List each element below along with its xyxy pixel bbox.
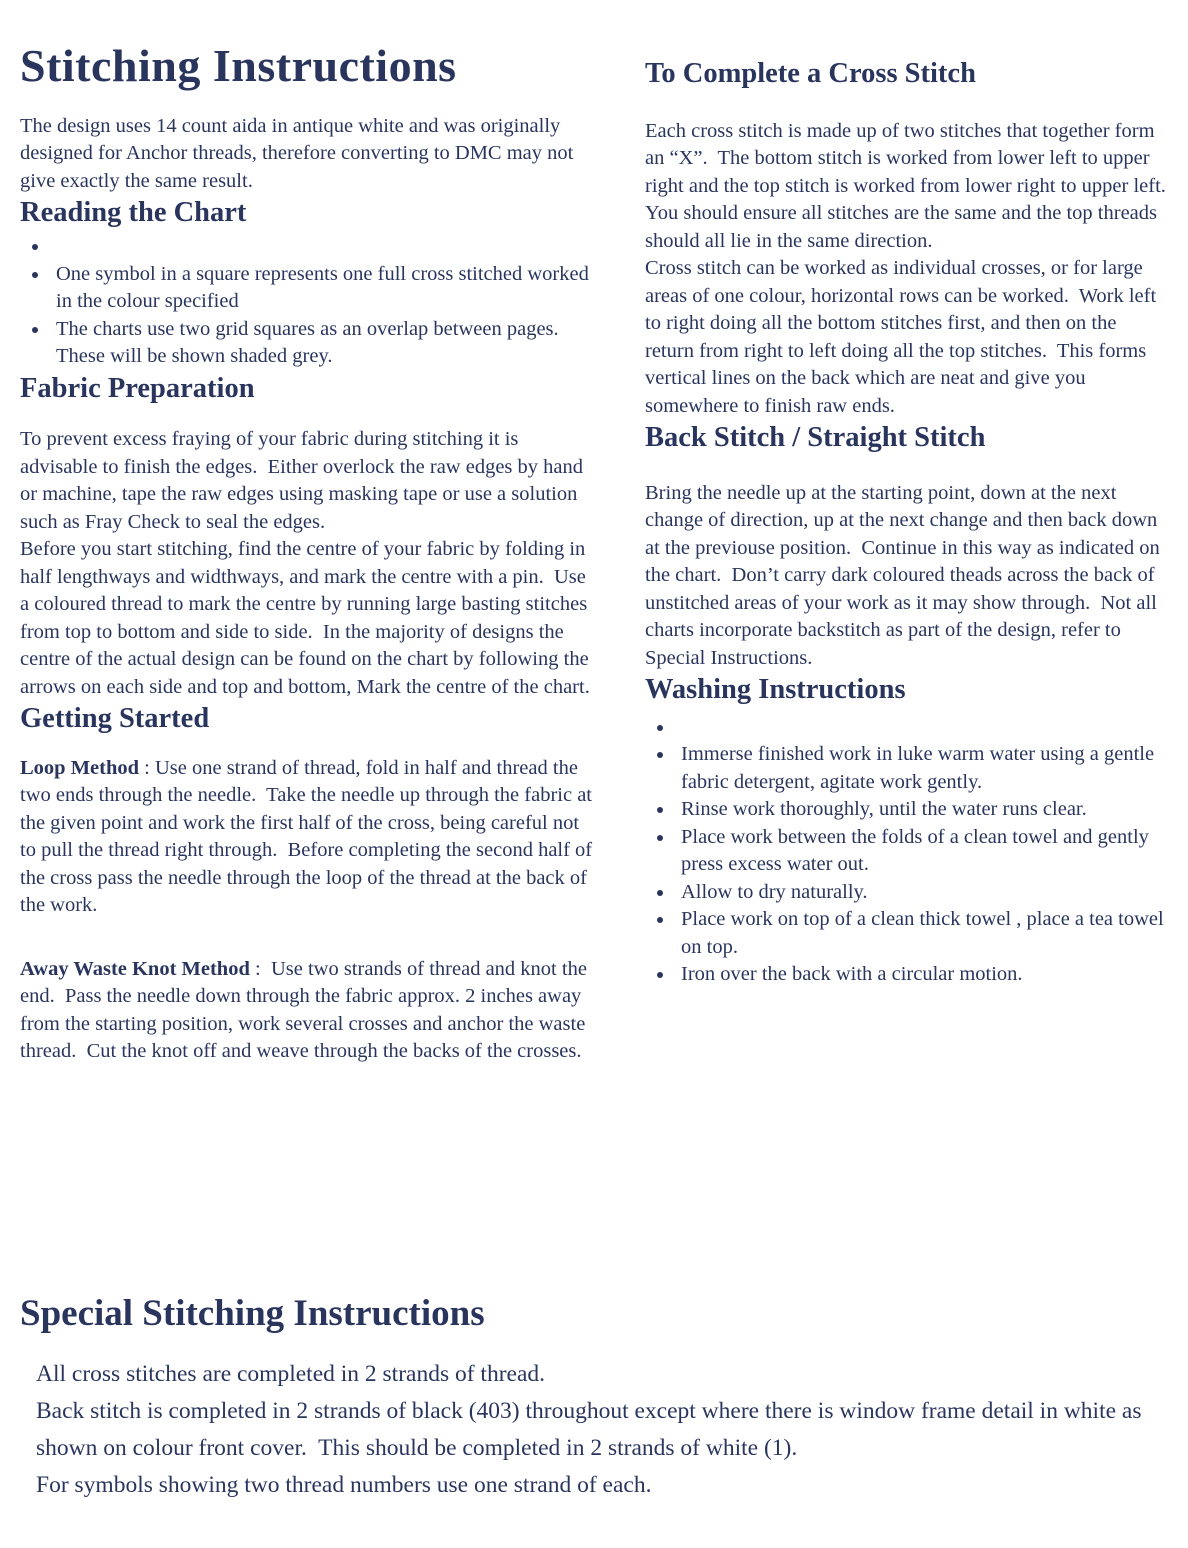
away-waste-knot-paragraph [20, 956, 598, 1066]
section-heading-reading-the-chart: Reading the Chart [20, 197, 247, 229]
paragraph: Before you start stitching, find the centre of your fabric by folding in half lengthways and widthways, and mark the centre with a pin. Use a coloured thread to mark the centre by running large basting stitches from top to bottom and side to side. In the majority of designs the centre of the actual design can be found on the chart by following the arrows on each side and top and bottom, Mark the centre of the chart. [20, 538, 594, 698]
loop-method-paragraph [20, 755, 598, 920]
section-heading-getting-started: Getting Started [20, 703, 210, 735]
list-item [675, 714, 1169, 742]
list-item: • Allow to dry naturally. [675, 879, 1169, 907]
washing-instructions-list [645, 714, 1169, 989]
reading-chart-list [20, 233, 598, 371]
list-item: • Rinse work thoroughly, until the water runs clear. [675, 796, 1169, 824]
right-column [645, 56, 1176, 989]
away-waste-knot-text: : Use two strands of thread and knot the end. Pass the needle down through the fabric approx. 2 inches away from the starting position, work several crosses and anchor the waste thread. Cut the knot off and weave through the backs of the crosses. [20, 957, 593, 1063]
intro-paragraph: The design uses 14 count aida in antique white and was originally designed for Anchor threads, therefore converting to DMC may not give exactly the same result. [20, 114, 579, 192]
loop-method-text: : Use one strand of thread, fold in half and thread the two ends through the needle. Take the needle up through the fabric at the given point and work the first half of the cross, being careful not to pull the thread right through. Before completing the second half of the cross pass the needle through the loop of the thread at the back of the work. [20, 756, 598, 917]
special-line: All cross stitches are completed in 2 strands of thread. [36, 1361, 546, 1388]
cross-stitch-text [645, 118, 1176, 421]
list-item: • Place work between the folds of a clean towel and gently press excess water out. [675, 824, 1169, 879]
page-title: Stitching Instructions [20, 40, 457, 91]
list-item: • One symbol in a square represents one full cross stitched worked in the colour specified [50, 261, 598, 316]
list-item: • Immerse finished work in luke warm water using a gentle fabric detergent, agitate work gently. [675, 741, 1169, 796]
away-waste-knot-label: Away Waste Knot Method [20, 957, 250, 980]
list-item: • Place work on top of a clean thick towel , place a tea towel on top. [675, 906, 1169, 961]
section-heading-fabric-preparation: Fabric Preparation [20, 372, 255, 404]
special-instructions-section [20, 1292, 1176, 1504]
list-item: • Iron over the back with a circular motion. [675, 961, 1169, 989]
section-heading-complete-cross-stitch: To Complete a Cross Stitch [645, 58, 976, 89]
section-heading-washing-instructions: Washing Instructions [645, 674, 906, 706]
fabric-preparation-text [20, 426, 598, 701]
list-item: • The charts use two grid squares as an overlap between pages. These will be shown shaded grey. [50, 316, 598, 371]
special-instructions-text [20, 1356, 1176, 1504]
back-stitch-text: Bring the needle up at the starting point, down at the next change of direction, up at the next change and then back down at the previouse position. Continue in this way as indicated on the chart. Don’t carry dark coloured theads across the back of unstitched areas of your work as it may show through. Not all charts incorporate backstitch as part of the design, refer to Special Instructions. [645, 481, 1165, 669]
section-heading-back-stitch: Back Stitch / Straight Stitch [645, 422, 986, 454]
paragraph: Each cross stitch is made up of two stitches that together form an “X”. The bottom stitch is worked from lower left to upper right and the top stitch is worked from lower right to upper left. You should ensure all stitches are the same and the top threads should all lie in the same direction. [645, 119, 1176, 252]
special-line: For symbols showing two thread numbers use one strand of each. [36, 1472, 652, 1499]
left-column [20, 40, 598, 1066]
list-item [50, 233, 598, 261]
paragraph: To prevent excess fraying of your fabric during stitching it is advisable to finish the edges. Either overlock the raw edges by hand or machine, tape the raw edges using masking tape or use a solution such as Fray Check to seal the edges. [20, 428, 589, 533]
special-line: Back stitch is completed in 2 strands of black (403) throughout except where there is window frame detail in white as shown on colour front cover. This should be completed in 2 strands of white (1). [36, 1398, 1148, 1462]
section-heading-special-stitching: Special Stitching Instructions [20, 1293, 485, 1334]
paragraph: Cross stitch can be worked as individual crosses, or for large areas of one colour, horizontal rows can be worked. Work left to right doing all the bottom stitches first, and then on the return from right to left doing all the top stitches. This forms vertical lines on the back which are neat and give you somewhere to finish raw ends. [645, 257, 1162, 417]
loop-method-label: Loop Method [20, 756, 140, 779]
